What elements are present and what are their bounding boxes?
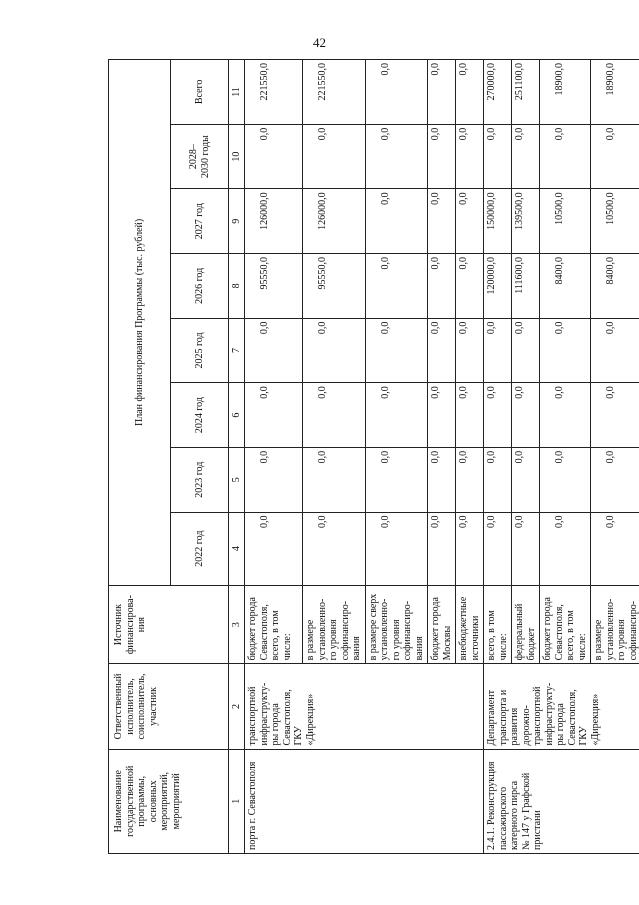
- value-cell: 0,0: [428, 189, 456, 254]
- value-cell: 10500,0: [591, 189, 639, 254]
- value-cell: 0,0: [245, 512, 303, 585]
- value-cell: 0,0: [428, 512, 456, 585]
- value-cell: 0,0: [512, 383, 540, 448]
- header-executor: Ответственный исполнитель, соисполнитель, участник: [109, 664, 229, 749]
- column-number: 7: [229, 318, 245, 383]
- value-cell: 0,0: [484, 124, 512, 189]
- column-number: 3: [229, 585, 245, 664]
- value-cell: 0,0: [512, 124, 540, 189]
- value-cell: 10500,0: [540, 189, 591, 254]
- value-cell: 0,0: [591, 512, 639, 585]
- value-cell: 0,0: [428, 124, 456, 189]
- row-source: в размере установленно- го уровня софинансиро-: [591, 585, 639, 664]
- row-executor: Департамент транспорта и развития дорожно- транспортной инфраструкту- ры города Севастополя, ГКУ «Дирекция»: [484, 664, 639, 749]
- row-source: в размере установленно- го уровня софинансиро- вания: [303, 585, 366, 664]
- table-row: [245, 60, 303, 854]
- value-cell: 0,0: [245, 318, 303, 383]
- value-cell: 0,0: [591, 124, 639, 189]
- value-cell: 120000,0: [484, 254, 512, 319]
- column-number: 9: [229, 189, 245, 254]
- value-cell: 0,0: [245, 124, 303, 189]
- value-cell: 126000,0: [245, 189, 303, 254]
- value-cell: 0,0: [456, 124, 484, 189]
- value-cell: 0,0: [245, 383, 303, 448]
- value-cell: 0,0: [365, 189, 428, 254]
- value-cell: 8400,0: [591, 254, 639, 319]
- header-source: Источник финансирова- ния: [109, 585, 229, 664]
- value-cell: 0,0: [591, 447, 639, 512]
- column-number: 1: [229, 749, 245, 853]
- value-cell: 95550,0: [303, 254, 366, 319]
- value-cell: 0,0: [428, 254, 456, 319]
- value-cell: 0,0: [512, 447, 540, 512]
- value-cell: 0,0: [456, 512, 484, 585]
- value-cell: 0,0: [512, 512, 540, 585]
- value-cell: 0,0: [365, 383, 428, 448]
- value-cell: 139500,0: [512, 189, 540, 254]
- value-cell: 0,0: [540, 512, 591, 585]
- column-number: 2: [229, 664, 245, 749]
- value-cell: 0,0: [303, 318, 366, 383]
- value-cell: 0,0: [245, 447, 303, 512]
- column-number: 5: [229, 447, 245, 512]
- value-cell: 111600,0: [512, 254, 540, 319]
- value-cell: 221550,0: [303, 60, 366, 125]
- value-cell: 0,0: [456, 383, 484, 448]
- row-source: бюджет города Москвы: [428, 585, 456, 664]
- value-cell: 0,0: [428, 383, 456, 448]
- value-cell: 0,0: [303, 124, 366, 189]
- value-cell: 270000,0: [484, 60, 512, 125]
- column-numbers-row: [229, 60, 245, 854]
- value-cell: 0,0: [540, 318, 591, 383]
- header-year: 2023 год: [171, 447, 229, 512]
- header-year: 2027 год: [171, 189, 229, 254]
- page-number: 42: [313, 35, 326, 50]
- value-cell: 0,0: [428, 60, 456, 125]
- value-cell: 126000,0: [303, 189, 366, 254]
- column-number: 11: [229, 60, 245, 125]
- row-executor: транспортной инфраструкту- ры города Севастополя, ГКУ «Дирекция»: [245, 664, 484, 749]
- value-cell: 0,0: [591, 318, 639, 383]
- value-cell: 18900,0: [591, 60, 639, 125]
- value-cell: 0,0: [303, 383, 366, 448]
- header-year: Всего: [171, 60, 229, 125]
- value-cell: 0,0: [591, 383, 639, 448]
- header-year: 2024 год: [171, 383, 229, 448]
- header-year: 2022 год: [171, 512, 229, 585]
- row-name: порта г. Севастополя: [245, 749, 484, 853]
- financing-table: [108, 59, 639, 854]
- value-cell: 0,0: [365, 254, 428, 319]
- row-name: 2.4.1. Реконструкция пассажирского катерного пирса № 147 у Графской пристани: [484, 749, 639, 853]
- value-cell: 0,0: [365, 60, 428, 125]
- table-row: [484, 60, 512, 854]
- column-number: 10: [229, 124, 245, 189]
- value-cell: 0,0: [365, 447, 428, 512]
- column-number: 8: [229, 254, 245, 319]
- rotated-table-wrapper: [108, 59, 639, 854]
- value-cell: 0,0: [484, 447, 512, 512]
- header-year: 2026 год: [171, 254, 229, 319]
- column-number: 4: [229, 512, 245, 585]
- value-cell: 221550,0: [245, 60, 303, 125]
- value-cell: 0,0: [456, 60, 484, 125]
- column-number: 6: [229, 383, 245, 448]
- value-cell: 0,0: [456, 254, 484, 319]
- value-cell: 0,0: [540, 124, 591, 189]
- value-cell: 8400,0: [540, 254, 591, 319]
- row-source: в размере сверх установленно- го уровня софинансиро- вания: [365, 585, 428, 664]
- value-cell: 150000,0: [484, 189, 512, 254]
- value-cell: 0,0: [540, 383, 591, 448]
- row-source: всего, в том числе:: [484, 585, 512, 664]
- value-cell: 0,0: [428, 318, 456, 383]
- value-cell: 95550,0: [245, 254, 303, 319]
- value-cell: 0,0: [303, 447, 366, 512]
- value-cell: 0,0: [484, 383, 512, 448]
- value-cell: 0,0: [303, 512, 366, 585]
- value-cell: 0,0: [456, 318, 484, 383]
- row-source: федеральный бюджет: [512, 585, 540, 664]
- row-source: внебюджетные источники: [456, 585, 484, 664]
- header-plan: План финансирования Программы (тыс. рублей): [109, 60, 171, 586]
- header-year: 2025 год: [171, 318, 229, 383]
- value-cell: 0,0: [512, 318, 540, 383]
- header-name: Наименование государственной программы, основных мероприятий, мероприятий: [109, 749, 229, 853]
- value-cell: 0,0: [365, 318, 428, 383]
- row-source: бюджет города Севастополя, всего, в том числе:: [540, 585, 591, 664]
- row-source: бюджет города Севастополя, всего, в том числе:: [245, 585, 303, 664]
- value-cell: 0,0: [456, 447, 484, 512]
- value-cell: 251100,0: [512, 60, 540, 125]
- value-cell: 0,0: [365, 512, 428, 585]
- value-cell: 18900,0: [540, 60, 591, 125]
- value-cell: 0,0: [484, 512, 512, 585]
- value-cell: 0,0: [456, 189, 484, 254]
- header-year: 2028– 2030 годы: [171, 124, 229, 189]
- value-cell: 0,0: [484, 318, 512, 383]
- value-cell: 0,0: [365, 124, 428, 189]
- value-cell: 0,0: [540, 447, 591, 512]
- value-cell: 0,0: [428, 447, 456, 512]
